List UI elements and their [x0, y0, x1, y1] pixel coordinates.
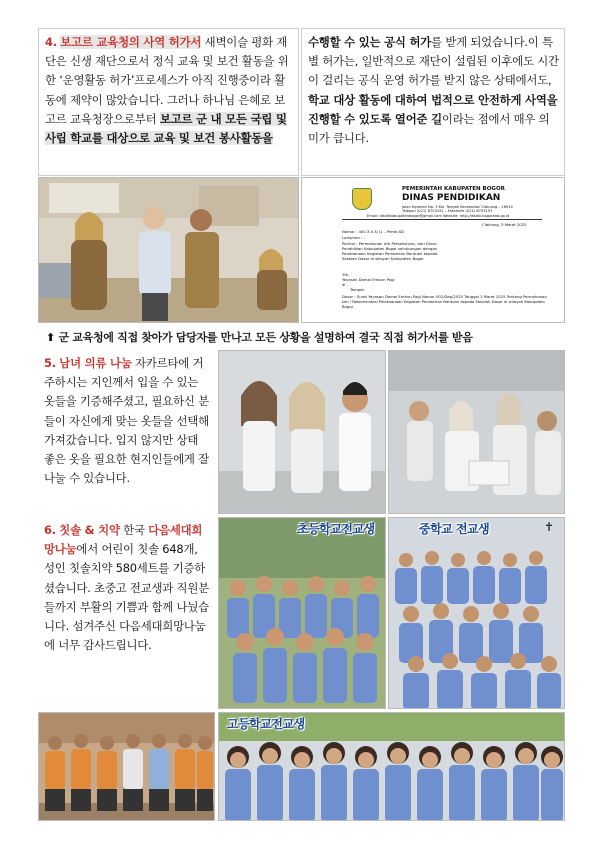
letter-yth: Yth.	[342, 272, 350, 277]
letter-to: Yayasan Damai Embun Pagi	[342, 277, 395, 282]
bogor-emblem-icon	[352, 188, 372, 210]
permit-letter-image	[301, 177, 565, 323]
letter-gov: PEMERINTAH KABUPATEN BOGOR	[402, 186, 505, 192]
section4-number: 4.	[45, 35, 57, 49]
section4-paragraph-1: 새벽이슬 평화 재단은 신생 재단으로서 정식 교육 및 보건 활동을 위한 ‘운영활동 허가’프로세스가 아직 진행중이라 활동에 제약이 많았습니다. 그러나 하나님 은혜로 보고르 교육청장으로부터	[45, 35, 289, 126]
section6-text-1: 한국	[119, 523, 149, 537]
letter-dasar: Dasar : Surat Yayasan Damai Embun Pagi Nomor 002/Dep/2025 Tanggal 3 Maret 2025 Tentang Permohonan Izin / Rekomendasi Pelaksanaan Kegiatan Pemberian Bantuan kepada Sekolah Dasar di wilayah Kabupaten Bogor	[342, 294, 547, 309]
section4-bold-3: 학교 대상 활동에 대하여 법적으로 안전하게 사역을 진행할 수 있도록 열어준 길	[308, 92, 558, 126]
section6-body: 에서 어린이 칫솔 648개, 성인 칫솔치약 580세트를 기증하셨습니다. 초중고 전교생과 직원분들까지 부활의 기쁨과 함께 나눴습니다. 섬겨주신 다음세대희망나눔에 너무 감사드립니다.	[44, 542, 209, 653]
high-school-label: 고등학교전교생	[227, 717, 305, 731]
letter-tempat: Tempat	[350, 287, 364, 292]
section6-donor: 다음세대희망나눔	[44, 523, 203, 557]
letter-addr2: Telepon (021) 8753191 – Faksimile (021) 8753191	[402, 209, 493, 213]
office-meeting-photo	[38, 177, 299, 323]
section4-text-right	[301, 28, 565, 176]
section4-bold-2: 수행할 수 있는 공식 허가	[308, 35, 432, 49]
section5-title: 남녀 의류 나눔	[59, 356, 132, 370]
elementary-students-illustration	[219, 518, 386, 709]
letter-perihal: Perihal : Permohonan Izin Persekutuan, dari Dinas Pendidikan Kabupaten Bogor sehubungan dengan Pelaksanaan Kegiatan Pemberian Bantuan kepada Sekolah Dasar di wilayah Kabupaten Bogor	[342, 241, 438, 261]
section4-bold-1: 보고르 군 내 모든 국립 및 사립 학교를 대상으로 교육 및 보건 봉사활동을	[45, 111, 287, 146]
section5-number: 5.	[44, 356, 56, 370]
staff-group-photo	[38, 712, 215, 821]
section5-body: 자카르타에 거주하시는 지인께서 입을 수 있는 옷들을 기증해주셨고, 필요하신 분들이 자신에게 맞는 옷들을 선택해 가져갔습니다. 입지 않지만 상태 좋은 옷을 필요한 현지인들에게 잘 나눌 수 있습니다.	[44, 356, 209, 486]
staff-group-illustration	[39, 713, 215, 821]
letter-addr1: Jalan Nyoman No. 1 Kel. Tengah Kecamatan Cibinong – 16914	[402, 205, 513, 209]
clothing-group-illustration	[219, 351, 386, 514]
letter-divider	[342, 219, 542, 220]
high-school-students-photo	[218, 712, 565, 821]
middle-school-students-photo	[388, 517, 565, 709]
elementary-label: 초등학교전교생	[297, 522, 375, 536]
letter-addr3: Email: disdikkabupatenbogor@gmail.com Website: http://disdik.bogorkab.go.id	[367, 214, 510, 218]
middle-school-label: 중학교 전교생	[419, 522, 490, 536]
section4-paragraph-2: 를 받게 되었습니다.이 특별 허가는, 일반적으로 재단이 설립된 이후에도 시간이 걸리는 공식 운영 허가를 받지 않은 상태에서도,	[308, 35, 559, 88]
permit-caption: ⬆ 군 교육청에 직접 찾아가 담당자를 만나고 모든 상황을 설명하여 결국 직접 허가서를 받음	[46, 331, 473, 344]
letter-dept: DINAS PENDIDIKAN	[402, 193, 501, 203]
section4-title: 보고르 교육청의 사역 허가서	[60, 35, 202, 49]
section6-text	[38, 517, 215, 709]
section4-paragraph-3: 이라는 점에서 매우 의미가 큽니다.	[308, 111, 550, 146]
cross-icon: ✝	[544, 520, 555, 534]
section4-text-left	[38, 28, 299, 176]
clothing-distribution-illustration	[389, 351, 565, 514]
middle-school-illustration	[389, 518, 565, 709]
clothing-distribution-photo	[388, 350, 565, 514]
letter-nomor: Nomor : 400.3.5.3/ J1 – Pemb.SD	[342, 229, 405, 234]
newsletter-page	[38, 28, 565, 821]
office-meeting-illustration	[39, 178, 299, 323]
elementary-students-photo	[218, 517, 386, 709]
section6-number: 6.	[44, 523, 56, 537]
section5-text	[38, 350, 215, 514]
letter-di: di -	[342, 282, 349, 287]
clothing-group-photo	[218, 350, 386, 514]
letter-lampiran: Lampiran : -	[342, 235, 365, 240]
letter-date: Cibinong, 5 Maret 2025	[482, 222, 527, 227]
section6-title: 칫솔 & 치약	[59, 523, 120, 537]
